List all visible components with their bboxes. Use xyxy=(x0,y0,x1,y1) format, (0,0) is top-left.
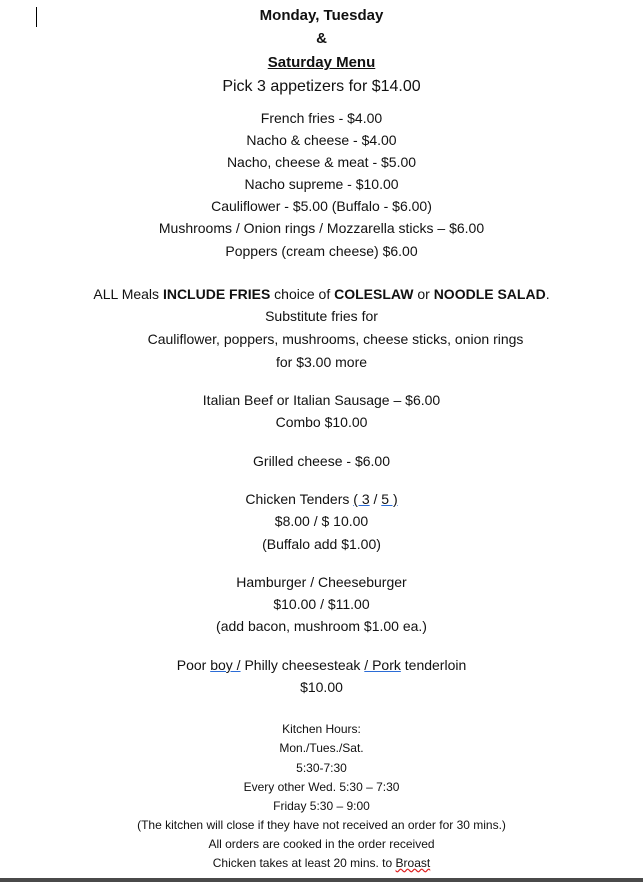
chicken-note-text: Chicken takes at least 20 mins. to xyxy=(212,856,396,870)
poor-boy-line xyxy=(0,657,643,673)
burger-price: $10.00 / $11.00 xyxy=(273,596,370,612)
menu-saturday-title: Saturday Menu xyxy=(267,54,376,71)
kitchen-hours-title: Kitchen Hours: xyxy=(282,722,361,736)
poorboy-tenderloin: tenderloin xyxy=(400,657,467,673)
poor-boy-price: $10.00 xyxy=(300,679,343,695)
meals-bold-coleslaw: COLESLAW xyxy=(334,286,414,302)
appetizer-item: Poppers (cream cheese) $6.00 xyxy=(225,243,418,259)
tenders-five: 5 ) xyxy=(381,491,398,507)
poorboy-text: Poor xyxy=(176,657,211,673)
appetizer-item: Nacho supreme - $10.00 xyxy=(244,176,399,192)
poorboy-philly: Philly cheesesteak xyxy=(240,657,365,673)
meals-text: ALL Meals xyxy=(93,286,163,302)
appetizer-item: Nacho & cheese - $4.00 xyxy=(246,132,397,148)
appetizer-deal: Pick 3 appetizers for $14.00 xyxy=(222,78,421,95)
appetizer-item: Cauliflower - $5.00 (Buffalo - $6.00) xyxy=(211,198,432,214)
combo-line: Combo $10.00 xyxy=(275,414,368,430)
meals-bold-noodle: NOODLE SALAD xyxy=(433,286,546,302)
meals-text: . xyxy=(545,286,550,302)
kitchen-close-note: (The kitchen will close if they have not received an order for 30 mins.) xyxy=(137,818,506,832)
kitchen-order-note: All orders are cooked in the order received xyxy=(208,837,435,851)
poorboy-boy: boy / xyxy=(210,657,241,673)
menu-days-title: Monday, Tuesday xyxy=(259,7,384,24)
appetizer-item: Mushrooms / Onion rings / Mozzarella sticks – $6.00 xyxy=(158,220,485,236)
substitute-line: Substitute fries for xyxy=(265,308,378,324)
burger-line: Hamburger / Cheeseburger xyxy=(236,574,407,590)
substitute-price: for $3.00 more xyxy=(275,354,368,370)
kitchen-hours: 5:30-7:30 xyxy=(296,761,347,775)
grilled-cheese-line: Grilled cheese - $6.00 xyxy=(253,453,390,469)
substitute-options: Cauliflower, poppers, mushrooms, cheese sticks, onion rings xyxy=(147,331,524,347)
kitchen-days: Mon./Tues./Sat. xyxy=(279,741,364,755)
tenders-three: ( 3 xyxy=(353,491,370,507)
meals-bold-fries: INCLUDE FRIES xyxy=(162,286,271,302)
broast-word: Broast xyxy=(395,856,431,870)
meals-include-line xyxy=(0,286,643,302)
meals-text: or xyxy=(413,286,434,302)
meals-text: choice of xyxy=(270,286,335,302)
appetizer-item: Nacho, cheese & meat - $5.00 xyxy=(226,154,417,170)
kitchen-wednesday: Every other Wed. 5:30 – 7:30 xyxy=(243,780,400,794)
italian-beef-line: Italian Beef or Italian Sausage – $6.00 xyxy=(202,392,441,408)
kitchen-chicken-note xyxy=(0,856,643,870)
chicken-tenders-line xyxy=(0,491,643,507)
poorboy-pork: / Pork xyxy=(364,657,401,673)
burger-addon: (add bacon, mushroom $1.00 ea.) xyxy=(216,618,427,634)
menu-ampersand: & xyxy=(316,30,327,47)
kitchen-friday: Friday 5:30 – 9:00 xyxy=(273,799,370,813)
tenders-note: (Buffalo add $1.00) xyxy=(262,536,381,552)
tenders-sep: / xyxy=(369,491,382,507)
window-bottom-edge xyxy=(0,878,643,882)
appetizer-item: French fries - $4.00 xyxy=(260,110,383,126)
tenders-text: Chicken Tenders xyxy=(245,491,354,507)
tenders-price: $8.00 / $ 10.00 xyxy=(274,513,369,529)
